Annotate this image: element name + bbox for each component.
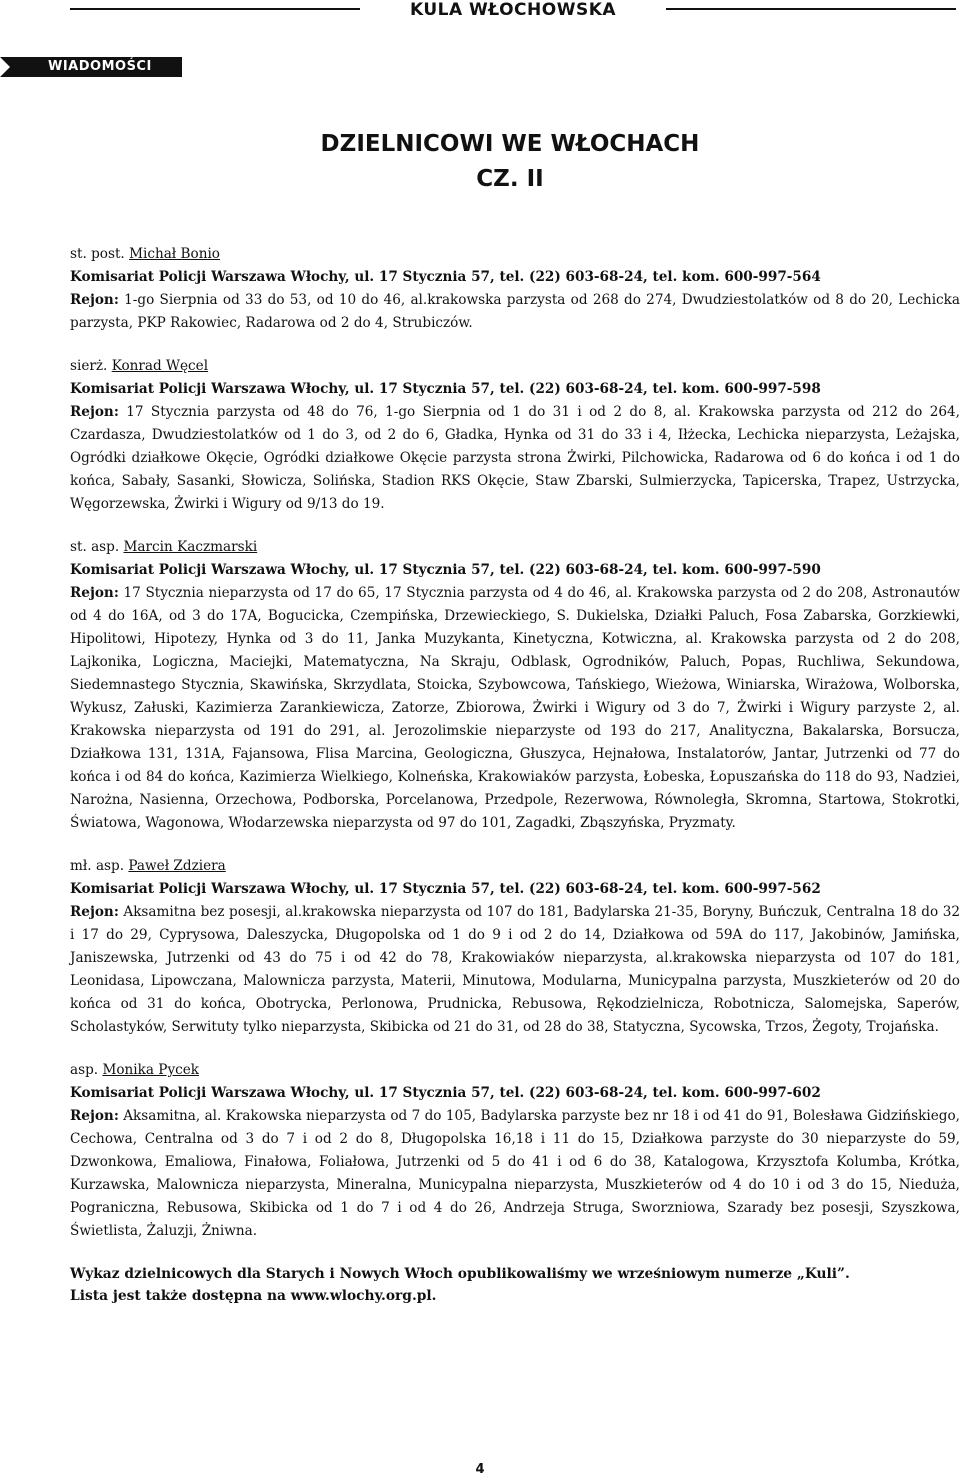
officer-entry — [70, 536, 960, 835]
region-label: Rejon: — [70, 292, 119, 308]
region-label: Rejon: — [70, 404, 119, 420]
officer-contact: Komisariat Policji Warszawa Włochy, ul. 17 Stycznia 57, tel. (22) 603-68-24, tel. kom. 600-997-602 — [70, 1085, 821, 1101]
closing-note — [70, 1263, 960, 1307]
officer-contact: Komisariat Policji Warszawa Włochy, ul. 17 Stycznia 57, tel. (22) 603-68-24, tel. kom. 600-997-590 — [70, 562, 821, 578]
officer-heading — [70, 1059, 960, 1082]
officer-name: Marcin Kaczmarski — [123, 539, 258, 555]
article-body — [70, 243, 960, 1307]
page-number: 4 — [475, 1462, 485, 1477]
officer-rank: st. post. — [70, 246, 125, 262]
region-text: 1-go Sierpnia od 33 do 53, od 10 do 46, al.krakowska parzysta od 268 do 274, Dwudziestolatków od 8 do 20, Lechicka parzysta, PKP Rakowiec, Radarowa od 2 do 4, Strubiczów. — [70, 292, 960, 331]
officer-region — [70, 901, 960, 1039]
officer-name: Michał Bonio — [129, 246, 220, 262]
headline-line-2: CZ. II — [476, 166, 544, 192]
officer-region — [70, 401, 960, 516]
region-label: Rejon: — [70, 585, 119, 601]
officer-rank: asp. — [70, 1062, 99, 1078]
closing-note-line-2: Lista jest także dostępna na www.wlochy.org.pl. — [70, 1288, 437, 1304]
region-text: Aksamitna bez posesji, al.krakowska nieparzysta od 107 do 181, Badylarska 21-35, Boryny, Buńczuk, Centralna 18 do 32 i 17 do 29, Cyprysowa, Daleszycka, Długopolska od 1 do 9 i od 2 do 14, Działkowa od 59A do 117, Jakobinów, Jamińska, Janiszewska, Jutrzenki od 43 do 75 i od 42 do 78, Krakowiaków nieparzysta, al.krakowska nieparzysta od 107 do 181, Leonidasa, Lipowczana, Malownicza parzysta, Materii, Minutowa, Modularna, Municypalna parzysta, Muszkieterów od 20 do końca od 31 do końca, Obotrycka, Perlonowa, Prudnicka, Rebusowa, Rękodzielnicza, Robotnicza, Salomejska, Saperów, Scholastyków, Serwituty tylko nieparzysta, Skibicka od 21 do 31, od 28 do 38, Statyczna, Sycowska, Trzos, Żegoty, Trojańska. — [70, 904, 960, 1035]
closing-note-line-1: Wykaz dzielnicowych dla Starych i Nowych Włoch opublikowaliśmy we wrześniowym numerze „Kuli”. — [70, 1266, 850, 1282]
officer-region — [70, 582, 960, 835]
officer-heading — [70, 536, 960, 559]
officer-entry — [70, 1059, 960, 1243]
region-text: 17 Stycznia nieparzysta od 17 do 65, 17 Stycznia parzysta od 4 do 46, al. Krakowska parzysta od 2 do 208, Astronautów od 4 do 16A, od 3 do 17A, Bogucicka, Czempińska, Drzewieckiego, S. Dukielska, Działki Paluch, Fosa Zabarska, Gorzkiewki, Hipolitowi, Hipotezy, Hynka od 3 do 11, Janka Muzykanta, Kinetyczna, Kotwiczna, al. Krakowska parzysta od 2 do 208, Lajkonika, Logiczna, Maciejki, Matematyczna, Na Skraju, Odblask, Ogrodników, Paluch, Popas, Ruchliwa, Sekundowa, Siedemnastego Stycznia, Skawińska, Skrzydlata, Stoicka, Szybowcowa, Tańskiego, Wieżowa, Winiarska, Wirażowa, Wolborska, Wykusz, Załuski, Kazimierza Zarankiewicza, Zatorze, Zbiorowa, Żwirki i Wigury od 3 do 7, Żwirki i Wigury parzyste 2, al. Krakowska nieparzysta od 191 do 291, al. Jerozolimskie nieparzyste od 193 do 217, Analityczna, Bakalarska, Borsucza, Działkowa 131, 131A, Fajansowa, Flisa Marcina, Geologiczna, Głuszyca, Hejnałowa, Instalatorów, Jantar, Jutrzenki od 77 do końca i od 84 do końca, Kazimierza Wielkiego, Kolneńska, Krakowiaków parzysta, Łobeska, Łopuszańska do 118 do 93, Nadziei, Narożna, Nasienna, Orzechowa, Podborska, Porcelanowa, Przedpole, Rezerwowa, Równoległa, Skromna, Startowa, Stokrotki, Światowa, Wagonowa, Włodarzewska nieparzysta od 97 do 101, Zagadki, Zbąszyńska, Pryzmaty. — [70, 585, 960, 831]
region-text: 17 Stycznia parzysta od 48 do 76, 1-go Sierpnia od 1 do 31 i od 2 do 8, al. Krakowska parzysta od 212 do 264, Czardasza, Dwudziestolatków od 1 do 3, od 2 do 6, Gładka, Hynka od 31 do 33 i 4, Iłżecka, Lechicka nieparzysta, Leżajska, Ogródki działkowe Okęcie, Ogródki działkowe Okęcie parzysta strona Żwirki, Pilchowicka, Radarowa od 6 do końca i od 1 do końca, Sabały, Sasanki, Słowicza, Solińska, Stadion RKS Okęcie, Staw Zbarski, Sulmierzycka, Tapicerska, Trapez, Ustrzycka, Węgorzewska, Żwirki i Wigury od 9/13 do 19. — [70, 404, 960, 512]
officer-contact: Komisariat Policji Warszawa Włochy, ul. 17 Stycznia 57, tel. (22) 603-68-24, tel. kom. 600-997-564 — [70, 269, 821, 285]
headline-line-1: DZIELNICOWI WE WŁOCHACH — [320, 131, 700, 157]
masthead-title: KULA WŁOCHOWSKA — [409, 0, 617, 20]
officer-name: Konrad Węcel — [111, 358, 209, 374]
officer-heading — [70, 355, 960, 378]
masthead-rule-left — [70, 8, 360, 10]
officer-entry — [70, 243, 960, 335]
officer-rank: mł. asp. — [70, 858, 125, 874]
masthead-rule-right — [666, 8, 956, 10]
officer-contact: Komisariat Policji Warszawa Włochy, ul. 17 Stycznia 57, tel. (22) 603-68-24, tel. kom. 600-997-598 — [70, 381, 821, 397]
region-text: Aksamitna, al. Krakowska nieparzysta od 7 do 105, Badylarska parzyste bez nr 18 i od 41 do 91, Bolesława Gidzińskiego, Cechowa, Centralna od 3 do 7 i od 2 do 8, Długopolska 16,18 i 11 do 15, Działkowa parzyste do 30 nieparzyste do 59, Dzwonkowa, Emaliowa, Finałowa, Foliałowa, Jutrzenki od 5 do 41 i od 6 do 38, Katalogowa, Krzysztofa Kolumba, Krótka, Kurzawska, Malownicza nieparzysta, Mineralna, Municypalna nieparzysta, Muszkieterów od 4 do 10 i od 3 do 15, Nieduża, Pograniczna, Rebusowa, Skibicka od 1 do 7 i od 4 do 26, Andrzeja Struga, Sworzniowa, Szarady bez posesji, Szyszkowa, Świetlista, Żaluzji, Żniwna. — [70, 1108, 960, 1239]
region-label: Rejon: — [70, 1108, 119, 1124]
officer-entry — [70, 855, 960, 1039]
officer-entry — [70, 355, 960, 516]
headline — [260, 127, 760, 197]
officer-heading — [70, 243, 960, 266]
region-label: Rejon: — [70, 904, 119, 920]
section-label: WIADOMOŚCI — [48, 59, 152, 74]
officer-heading — [70, 855, 960, 878]
officer-region — [70, 1105, 960, 1243]
officer-name: Monika Pycek — [102, 1062, 200, 1078]
officer-contact: Komisariat Policji Warszawa Włochy, ul. 17 Stycznia 57, tel. (22) 603-68-24, tel. kom. 600-997-562 — [70, 881, 821, 897]
officer-name: Paweł Zdziera — [128, 858, 226, 874]
officer-rank: sierż. — [70, 358, 108, 374]
officer-rank: st. asp. — [70, 539, 120, 555]
officer-region — [70, 289, 960, 335]
